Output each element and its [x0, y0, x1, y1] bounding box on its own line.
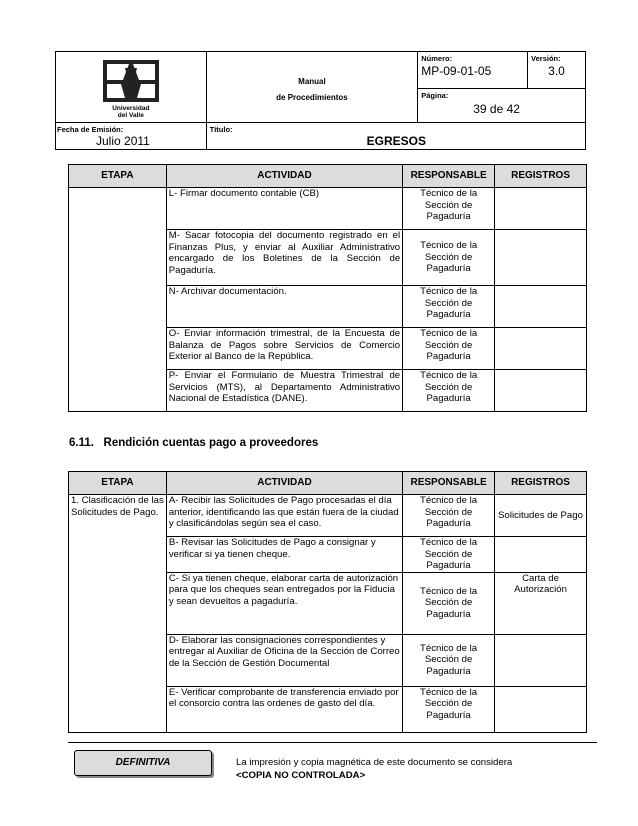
responsable-cell: Técnico de la Sección de Pagaduría — [403, 230, 495, 286]
logo-text-line1: Universidad — [112, 104, 150, 112]
document-header — [55, 51, 586, 150]
registros-cell: Solicitudes de Pago — [495, 495, 587, 537]
actividad-cell: E- Verificar comprobante de transferencia enviado por el consorcio contra las ordenes de gasto del día. — [166, 686, 402, 732]
copy-notice-line1: La impresión y copia magnética de este documento se considera — [236, 757, 513, 768]
registros-cell — [495, 286, 587, 328]
manual-title — [206, 52, 418, 123]
responsable-cell: Técnico de la Sección de Pagaduría — [403, 686, 495, 732]
copy-notice — [236, 756, 512, 782]
pagina-label: Página: — [421, 91, 449, 100]
version-cell — [528, 52, 586, 89]
logo-text — [56, 105, 206, 119]
etapa-cell: 1. Clasificación de las Solicitudes de Pago. — [69, 495, 167, 733]
responsable-cell: Técnico de la Sección de Pagaduría — [403, 572, 495, 634]
activities-table-2 — [68, 471, 587, 733]
header-etapa: ETAPA — [69, 472, 167, 495]
registros-cell — [495, 230, 587, 286]
version-value: 3.0 — [548, 64, 565, 78]
titulo-value: EGRESOS — [366, 134, 426, 148]
fecha-value: Julio 2011 — [96, 134, 150, 148]
header-actividad: ACTIVIDAD — [166, 165, 402, 188]
logo-text-line2: del Valle — [117, 111, 144, 119]
version-label: Versión: — [531, 54, 561, 63]
actividad-cell: N- Archivar documentación. — [166, 286, 402, 328]
actividad-cell: O- Enviar información trimestral, de la Encuesta de Balanza de Pagos sobre Servicios de Comercio Exterior al Banco de la República. — [166, 328, 402, 370]
header-registros: REGISTROS — [495, 472, 587, 495]
header-actividad: ACTIVIDAD — [166, 472, 402, 495]
pagina-value: 39 de 42 — [473, 102, 520, 116]
actividad-cell: P- Enviar el Formulario de Muestra Trimestral de Servicios (MTS), al Departamento Administrativo Nacional de Estadística (DANE). — [166, 370, 402, 412]
titulo-cell — [206, 123, 585, 150]
definitiva-badge: DEFINITIVA — [74, 750, 212, 776]
activities-table-1 — [68, 164, 587, 412]
fecha-cell — [56, 123, 207, 150]
actividad-cell: D- Elaborar las consignaciones correspondientes y entregar al Auxiliar de Oficina de la Sección de Correo de la Sección de Gestión Documental — [166, 634, 402, 686]
copy-notice-line2: <COPIA NO CONTROLADA> — [236, 770, 366, 781]
table-row — [69, 188, 587, 230]
responsable-cell: Técnico de la Sección de Pagaduría — [403, 495, 495, 537]
header-responsable: RESPONSABLE — [403, 472, 495, 495]
universidad-del-valle-logo — [101, 58, 161, 104]
header-registros: REGISTROS — [495, 165, 587, 188]
titulo-label: Título: — [209, 125, 233, 134]
responsable-cell: Técnico de la Sección de Pagaduría — [403, 634, 495, 686]
responsable-cell: Técnico de la Sección de Pagaduría — [403, 370, 495, 412]
header-etapa: ETAPA — [69, 165, 167, 188]
registros-cell — [495, 188, 587, 230]
registros-cell — [495, 370, 587, 412]
logo-cell — [56, 52, 207, 123]
actividad-cell: L- Firmar documento contable (CB) — [166, 188, 402, 230]
actividad-cell: A- Recibir las Solicitudes de Pago procesadas el día anterior, identificando las que están fuera de la ciudad y clasificándolas según sea el caso. — [166, 495, 402, 537]
actividad-cell: B- Revisar las Solicitudes de Pago a consignar y verificar si ya tienen cheque. — [166, 537, 402, 573]
etapa-cell — [69, 188, 167, 412]
registros-cell — [495, 328, 587, 370]
numero-cell — [418, 52, 528, 89]
numero-label: Número: — [421, 54, 453, 63]
registros-cell — [495, 634, 587, 686]
table-row — [69, 495, 587, 537]
actividad-cell: M- Sacar fotocopia del documento registrado en el Finanzas Plus, y enviar al Auxiliar Administrativo encargado de los Boletines de la Sección de Pagaduría. — [166, 230, 402, 286]
header-responsable: RESPONSABLE — [403, 165, 495, 188]
responsable-cell: Técnico de la Sección de Pagaduría — [403, 537, 495, 573]
footer-divider — [68, 742, 597, 743]
registros-cell: Carta de Autorización — [495, 572, 587, 634]
title-line1: Manual — [298, 77, 326, 86]
responsable-cell: Técnico de la Sección de Pagaduría — [403, 188, 495, 230]
registros-cell — [495, 537, 587, 573]
actividad-cell: C- Si ya tienen cheque, elaborar carta de autorización para que los cheques sean entregados por la Fiducia y sean devueltos a pagaduría. — [166, 572, 402, 634]
responsable-cell: Técnico de la Sección de Pagaduría — [403, 286, 495, 328]
fecha-label: Fecha de Emisión: — [57, 125, 124, 134]
registros-cell — [495, 686, 587, 732]
title-line2: de Procedimientos — [276, 93, 348, 102]
section-title: 6.11. Rendición cuentas pago a proveedores — [69, 437, 319, 449]
responsable-cell: Técnico de la Sección de Pagaduría — [403, 328, 495, 370]
numero-value: MP-09-01-05 — [421, 64, 492, 78]
pagina-cell — [418, 89, 586, 123]
